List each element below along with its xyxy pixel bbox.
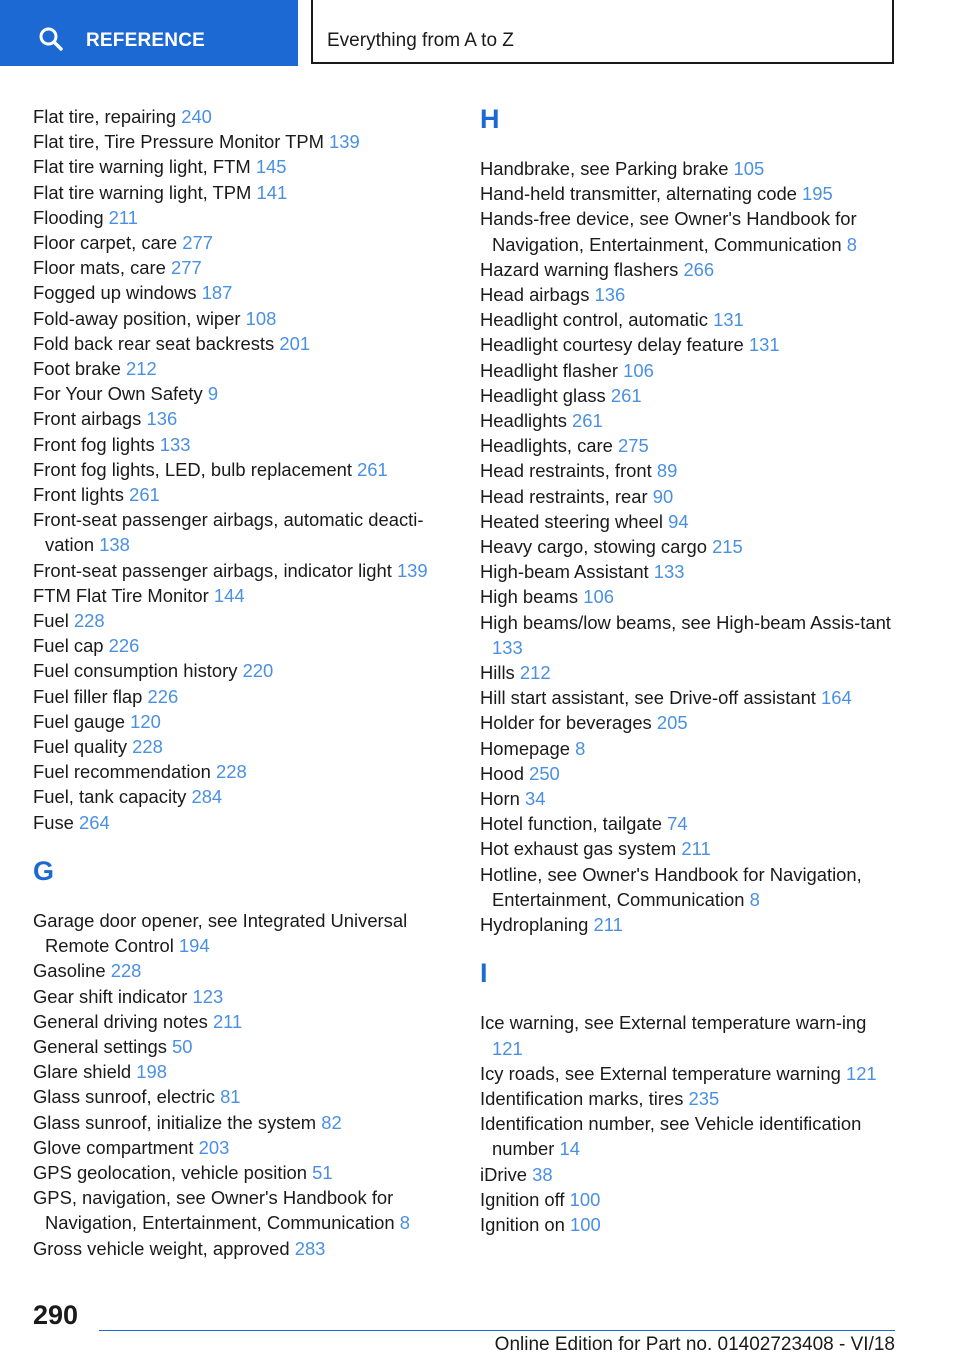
index-entry xyxy=(480,307,900,332)
index-entry-text: Fuel filler flap xyxy=(33,685,143,707)
index-entry-text: High beams/low beams, see High-beam Assis-tant xyxy=(480,611,891,633)
index-entry-text: Fogged up windows xyxy=(33,282,197,304)
index-entry xyxy=(480,484,900,509)
index-page-link[interactable]: 131 xyxy=(748,334,780,356)
index-page-link[interactable]: 133 xyxy=(492,636,523,658)
index-entry-text: Hotel function, tailgate xyxy=(480,813,662,835)
index-entry-text: Headlights, care xyxy=(480,435,613,457)
index-page-link[interactable]: 198 xyxy=(136,1061,167,1083)
index-entry xyxy=(33,608,453,633)
index-entry xyxy=(480,559,900,584)
index-page-link[interactable]: 212 xyxy=(126,358,157,380)
index-page-link[interactable]: 121 xyxy=(492,1037,523,1059)
index-entry xyxy=(33,709,453,734)
index-entry-text: Front airbags xyxy=(33,408,142,430)
index-entry-text: Garage door opener, see Integrated Universal Remote Control xyxy=(33,909,408,957)
index-page-link[interactable]: 264 xyxy=(79,811,110,833)
index-entry-text: Glass sunroof, electric xyxy=(33,1086,215,1108)
index-entry-text: Ice warning, see External temperature warn-ing xyxy=(480,1012,867,1034)
index-entry xyxy=(33,1236,453,1261)
index-entry-text: GPS geolocation, vehicle position xyxy=(33,1161,307,1183)
index-entry xyxy=(33,759,453,784)
index-page-link[interactable]: 131 xyxy=(713,309,744,331)
index-entry xyxy=(480,912,900,937)
index-entry-text: Flat tire warning light, FTM xyxy=(33,156,251,178)
index-entry-text: Hood xyxy=(480,762,524,784)
index-page-link[interactable]: 275 xyxy=(618,435,649,457)
index-entry xyxy=(33,129,453,154)
index-entry xyxy=(33,356,453,381)
index-page-link[interactable]: 89 xyxy=(656,460,678,482)
index-entry-text: Glass sunroof, initialize the system xyxy=(33,1111,317,1133)
index-entry xyxy=(33,810,453,835)
index-page-link[interactable]: 203 xyxy=(198,1136,230,1158)
index-entry xyxy=(480,257,900,282)
index-page-link[interactable]: 277 xyxy=(182,232,213,254)
index-page-link[interactable]: 195 xyxy=(802,183,833,205)
index-column-right xyxy=(480,104,900,1237)
index-page-link[interactable]: 8 xyxy=(846,233,857,255)
index-entry-text: Front fog lights xyxy=(33,433,155,455)
index-entry xyxy=(480,383,900,408)
index-entry xyxy=(480,1187,900,1212)
index-entry xyxy=(480,610,900,660)
index-entry xyxy=(480,458,900,483)
index-entry xyxy=(480,660,900,685)
index-entry-text: Headlight flasher xyxy=(480,359,619,381)
index-entry xyxy=(33,658,453,683)
index-page-link[interactable]: 261 xyxy=(357,458,388,480)
index-page-link[interactable]: 211 xyxy=(212,1010,243,1032)
index-page-link[interactable]: 9 xyxy=(207,383,219,405)
index-entry xyxy=(33,1135,453,1160)
index-page-link[interactable]: 94 xyxy=(668,510,689,532)
index-entry xyxy=(480,1086,900,1111)
index-entry-text: Headlight control, automatic xyxy=(480,309,708,331)
index-entry xyxy=(33,104,453,129)
index-page-link[interactable]: 34 xyxy=(525,788,546,810)
index-entry-text: Homepage xyxy=(480,737,570,759)
index-entry-text: Headlight courtesy delay feature xyxy=(480,334,744,356)
index-entry-text: Hazard warning flashers xyxy=(480,258,679,280)
index-entry xyxy=(480,811,900,836)
index-entry-text: Flooding xyxy=(33,206,104,228)
index-entry-text: Hands-free device, see Owner's Handbook for Navigation, Entertainment, Communication xyxy=(480,208,857,255)
index-entry xyxy=(33,908,453,958)
index-entry-text: Head airbags xyxy=(480,284,590,306)
index-page-link[interactable]: 50 xyxy=(172,1035,193,1057)
index-page-link[interactable]: 51 xyxy=(312,1161,333,1183)
index-entry xyxy=(33,432,453,457)
index-entry xyxy=(33,583,453,608)
index-entry-text: Icy roads, see External temperature warning xyxy=(480,1062,841,1084)
index-letter-heading: H xyxy=(480,104,500,134)
index-entry-text: Ignition on xyxy=(480,1213,565,1235)
index-entry-text: Flat tire, Tire Pressure Monitor TPM xyxy=(33,131,324,153)
index-entry xyxy=(33,784,453,809)
index-entry-text: Heavy cargo, stowing cargo xyxy=(480,536,707,558)
index-page-link[interactable]: 136 xyxy=(146,408,178,430)
index-page-link[interactable]: 187 xyxy=(201,282,233,304)
index-entry-text: Fuel gauge xyxy=(33,710,126,732)
index-page-link[interactable]: 105 xyxy=(733,158,765,179)
index-page-link[interactable]: 81 xyxy=(220,1086,241,1108)
index-entry xyxy=(480,836,900,861)
index-entry-text: Glare shield xyxy=(33,1061,132,1083)
index-page-link[interactable]: 261 xyxy=(610,384,642,406)
index-entry xyxy=(33,1034,453,1059)
letter-spacer xyxy=(33,835,453,856)
index-page-link[interactable]: 261 xyxy=(572,410,603,432)
index-entry-text: Ignition off xyxy=(480,1188,565,1210)
index-entry-text: Hydroplaning xyxy=(480,914,589,936)
index-entry xyxy=(33,507,453,557)
index-page-link[interactable]: 144 xyxy=(213,584,245,606)
index-entry-text: Identification number, see Vehicle identification number xyxy=(480,1113,862,1160)
index-page-link[interactable]: 106 xyxy=(583,586,614,608)
index-page-link[interactable]: 14 xyxy=(559,1138,580,1160)
index-entry xyxy=(33,984,453,1009)
letter-spacer xyxy=(480,988,900,1010)
index-entry xyxy=(33,734,453,759)
index-page-link[interactable]: 228 xyxy=(73,610,105,632)
index-entry-text: Front fog lights, LED, bulb replacement xyxy=(33,458,352,480)
index-page-link[interactable]: 120 xyxy=(130,710,161,732)
index-entry xyxy=(480,584,900,609)
index-entry-text: High beams xyxy=(480,586,579,608)
index-entry-text: Fuel xyxy=(33,610,69,632)
index-page-link[interactable]: 108 xyxy=(245,307,277,329)
index-page-link[interactable]: 8 xyxy=(399,1212,410,1234)
page-number: 290 xyxy=(33,1300,79,1330)
index-entry xyxy=(480,509,900,534)
index-entry xyxy=(33,1084,453,1109)
index-page-link[interactable]: 106 xyxy=(623,359,654,381)
index-entry xyxy=(33,457,453,482)
index-entry xyxy=(33,1059,453,1084)
index-page-link[interactable]: 284 xyxy=(191,786,223,808)
index-entry-text: Holder for beverages xyxy=(480,712,652,734)
index-entry-text: Flat tire, repairing xyxy=(33,106,177,127)
index-entry-text: Hotline, see Owner's Handbook for Navigation, Entertainment, Communication xyxy=(480,863,862,910)
index-entry xyxy=(33,1110,453,1135)
index-entry-text: Flat tire warning light, TPM xyxy=(33,181,252,203)
index-page-link[interactable]: 74 xyxy=(667,813,688,835)
letter-spacer xyxy=(480,134,900,156)
footer-divider xyxy=(99,1330,895,1331)
index-page-link[interactable]: 194 xyxy=(178,935,210,957)
index-page-link[interactable]: 212 xyxy=(519,662,551,684)
index-entry-text: Gear shift indicator xyxy=(33,985,188,1007)
index-entry-text: iDrive xyxy=(480,1163,528,1185)
index-page-link[interactable]: 201 xyxy=(279,332,311,354)
index-page-link[interactable]: 133 xyxy=(159,433,191,455)
index-entry xyxy=(480,1111,900,1161)
page-header xyxy=(0,0,960,66)
index-entry-text: Fuel cap xyxy=(33,635,104,657)
index-entry xyxy=(480,332,900,357)
section-title: Everything from A to Z xyxy=(327,30,514,51)
index-page-link[interactable]: 145 xyxy=(255,156,287,178)
index-entry xyxy=(480,433,900,458)
index-entry xyxy=(33,406,453,431)
index-entry-text: Front lights xyxy=(33,484,124,506)
index-entry xyxy=(33,558,453,583)
index-entry-text: Horn xyxy=(480,788,520,810)
index-column-left xyxy=(33,104,453,1261)
index-page-link[interactable]: 226 xyxy=(108,635,140,657)
index-entry-text: Front-seat passenger airbags, automatic deacti-vation xyxy=(33,509,424,556)
index-entry xyxy=(480,408,900,433)
index-entry xyxy=(480,156,900,181)
index-entry-text: Hot exhaust gas system xyxy=(480,838,677,860)
index-entry-text: GPS, navigation, see Owner's Handbook for Navigation, Entertainment, Communication xyxy=(33,1187,395,1234)
index-page-link[interactable]: 266 xyxy=(683,258,715,280)
index-entry xyxy=(480,181,900,206)
letter-spacer xyxy=(33,886,453,908)
index-entry xyxy=(480,862,900,912)
index-entry xyxy=(480,710,900,735)
index-entry-text: Fold back rear seat backrests xyxy=(33,332,275,354)
index-entry-text: General driving notes xyxy=(33,1010,208,1032)
index-page-link[interactable]: 215 xyxy=(712,536,743,558)
index-page-link[interactable]: 121 xyxy=(845,1062,877,1084)
index-entry-text: Heated steering wheel xyxy=(480,510,663,532)
index-page-link[interactable]: 82 xyxy=(321,1111,342,1133)
index-page-link[interactable]: 123 xyxy=(192,985,224,1007)
index-letter-heading: I xyxy=(480,958,488,989)
index-entry-text: Headlights xyxy=(480,410,567,432)
index-entry xyxy=(33,306,453,331)
index-entry xyxy=(33,154,453,179)
index-page-link[interactable]: 211 xyxy=(593,914,623,936)
index-page-link[interactable]: 228 xyxy=(110,960,142,982)
index-page-link[interactable]: 228 xyxy=(132,736,163,758)
index-page-link[interactable]: 261 xyxy=(129,484,160,506)
index-entry xyxy=(33,230,453,255)
index-entry xyxy=(480,206,900,256)
index-entry-text: Head restraints, rear xyxy=(480,485,648,507)
index-page-link[interactable]: 8 xyxy=(749,888,760,910)
index-page-link[interactable]: 38 xyxy=(532,1163,553,1185)
edition-note: Online Edition for Part no. 01402723408 - VI/18 xyxy=(494,1334,895,1355)
index-entry xyxy=(33,331,453,356)
index-entry-text: Gross vehicle weight, approved xyxy=(33,1237,290,1259)
index-page-link[interactable]: 141 xyxy=(256,181,288,203)
index-entry-text: Fuel, tank capacity xyxy=(33,786,187,808)
index-page-link[interactable]: 133 xyxy=(653,561,685,583)
index-page-link[interactable]: 283 xyxy=(294,1237,326,1259)
index-entry-text: High-beam Assistant xyxy=(480,561,649,583)
index-entry xyxy=(480,1061,900,1086)
index-entry xyxy=(480,736,900,761)
index-entry-text: General settings xyxy=(33,1035,167,1057)
index-entry xyxy=(480,358,900,383)
index-page-link[interactable]: 100 xyxy=(570,1213,601,1235)
index-entry xyxy=(33,205,453,230)
index-entry-text: Front-seat passenger airbags, indicator light xyxy=(33,559,392,581)
index-entry xyxy=(480,1212,900,1237)
index-page-link[interactable]: 226 xyxy=(147,685,179,707)
index-entry xyxy=(33,280,453,305)
reference-tab-label: REFERENCE xyxy=(86,30,205,51)
index-entry-text: Fuel quality xyxy=(33,736,128,758)
index-page-link[interactable]: 211 xyxy=(681,838,711,860)
index-entry xyxy=(33,381,453,406)
index-page-link[interactable]: 164 xyxy=(821,687,852,709)
index-entry xyxy=(480,1162,900,1187)
index-entry xyxy=(480,685,900,710)
index-entry-text: Glove compartment xyxy=(33,1136,194,1158)
index-page-link[interactable]: 90 xyxy=(652,485,674,507)
index-entry-text: Floor carpet, care xyxy=(33,232,178,254)
index-page-link[interactable]: 136 xyxy=(594,284,626,306)
index-page-link[interactable]: 100 xyxy=(569,1188,601,1210)
index-entry-text: For Your Own Safety xyxy=(33,383,203,405)
index-entry xyxy=(33,180,453,205)
index-page-link[interactable]: 138 xyxy=(99,534,130,556)
index-page-link[interactable]: 277 xyxy=(170,257,202,279)
index-entry-text: Hand-held transmitter, alternating code xyxy=(480,183,797,205)
index-entry-text: Hills xyxy=(480,662,515,684)
index-entry-text: Gasoline xyxy=(33,960,106,982)
index-page-link[interactable]: 211 xyxy=(108,206,138,228)
index-entry-text: Fuse xyxy=(33,811,74,833)
index-entry xyxy=(480,534,900,559)
index-entry xyxy=(33,1160,453,1185)
index-page-link[interactable]: 220 xyxy=(242,660,274,682)
index-entry xyxy=(480,761,900,786)
index-page-link[interactable]: 228 xyxy=(216,761,247,783)
index-page-link[interactable]: 205 xyxy=(656,712,688,734)
index-entry xyxy=(33,255,453,280)
index-entry xyxy=(33,958,453,983)
index-entry xyxy=(33,482,453,507)
index-entry xyxy=(33,1009,453,1034)
index-entry-text: FTM Flat Tire Monitor xyxy=(33,584,209,606)
index-entry xyxy=(480,282,900,307)
index-page-link[interactable]: 139 xyxy=(329,131,360,153)
index-entry-text: Foot brake xyxy=(33,358,121,380)
index-entry-text: Handbrake, see Parking brake xyxy=(480,158,729,179)
index-entry-text: Fold-away position, wiper xyxy=(33,307,241,329)
index-letter-heading: G xyxy=(33,855,55,886)
index-entry-text: Head restraints, front xyxy=(480,460,652,482)
index-page-link[interactable]: 8 xyxy=(575,737,586,759)
index-entry xyxy=(480,786,900,811)
index-entry-text: Fuel recommendation xyxy=(33,761,211,783)
index-entry xyxy=(33,1185,453,1235)
index-entry xyxy=(33,684,453,709)
search-icon xyxy=(38,26,64,52)
index-entry-text: Headlight glass xyxy=(480,384,606,406)
index-entry-text: Identification marks, tires xyxy=(480,1087,684,1109)
letter-spacer xyxy=(480,937,900,958)
index-entry-text: Floor mats, care xyxy=(33,257,166,279)
index-page-link[interactable]: 240 xyxy=(181,106,212,127)
index-page-link[interactable]: 139 xyxy=(396,559,428,581)
index-entry xyxy=(33,633,453,658)
reference-tab[interactable] xyxy=(0,0,298,66)
index-entry-text: Hill start assistant, see Drive-off assistant xyxy=(480,687,816,709)
index-page-link[interactable]: 250 xyxy=(529,762,560,784)
index-entry-text: Fuel consumption history xyxy=(33,660,238,682)
index-page-link[interactable]: 235 xyxy=(688,1087,720,1109)
section-title-box xyxy=(311,0,894,64)
index-entry xyxy=(480,1010,900,1060)
